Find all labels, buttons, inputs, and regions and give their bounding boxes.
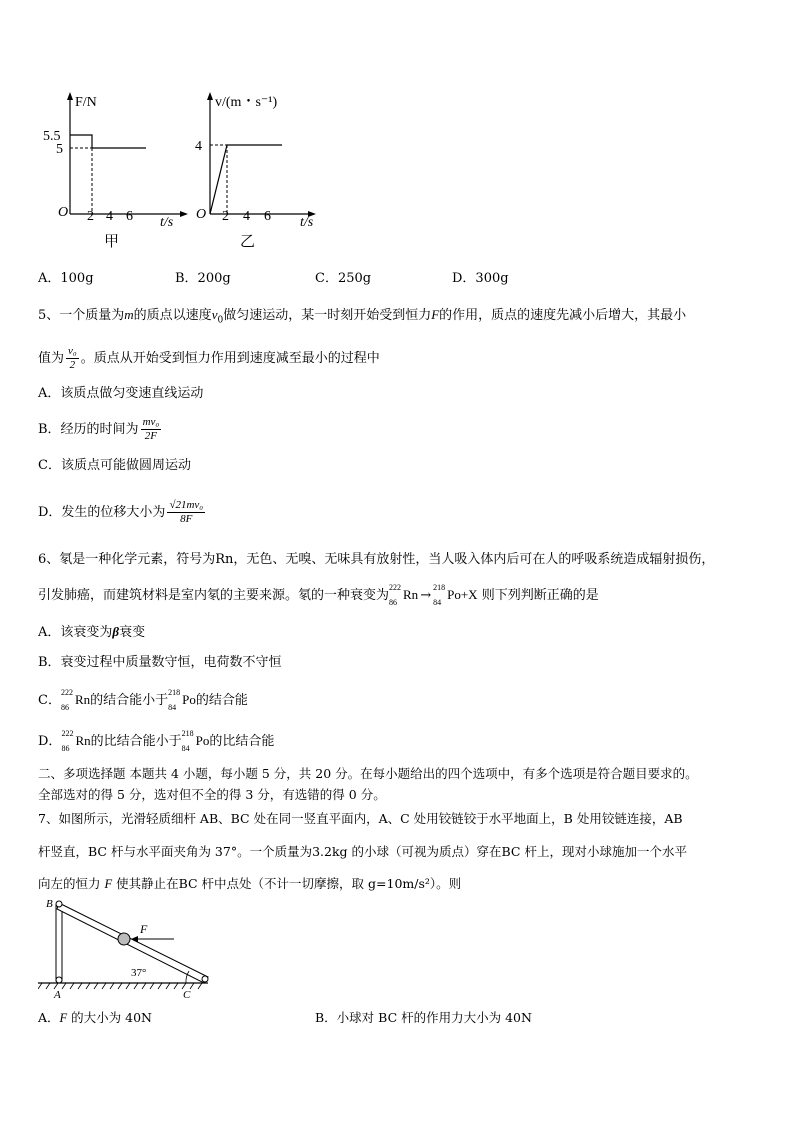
x-axis-label: t/s — [300, 215, 314, 230]
nuclide-po-218: 218 84 Po — [168, 688, 196, 712]
q7-stem-line3: 向左的恒力 F 使其静止在BC 杆中点处（不计一切摩擦，取 g=10m/s²）。则 — [38, 876, 462, 891]
q5-text: 的质点以速度 — [133, 308, 212, 323]
tick-label-5: 5 — [56, 142, 63, 157]
option-text: B．经历的时间为 — [38, 422, 139, 437]
nuclide-po-218: 218 84 Po — [181, 729, 210, 753]
x-axis-label: t/s — [160, 215, 174, 230]
nuclide-rn-222: 222 86 Rn — [389, 583, 419, 607]
symbol-F: F — [104, 877, 113, 891]
option-b[interactable]: B．200g — [175, 271, 231, 286]
q6-text: 引发肺癌，而建筑材料是室内氡的主要来源。氡的一种衰变为 — [38, 588, 390, 603]
arrow-symbol: → — [420, 588, 432, 603]
symbol-F: F — [59, 1011, 68, 1025]
q6-option-b[interactable]: B．衰变过程中质量数守恒，电荷数不守恒 — [38, 655, 282, 670]
nuclide-po-218: 218 84 Po — [433, 583, 461, 607]
graph-force-time — [40, 88, 190, 258]
option-d[interactable]: D．300g — [452, 271, 509, 286]
nuclide-rn-222: 222 86 Rn — [61, 729, 91, 753]
option-text: D．发生的位移大小为 — [38, 505, 166, 520]
symbol-m: m — [124, 307, 134, 322]
q5-text: 的作用，质点的速度先减小后增大，其最小 — [439, 308, 687, 323]
label-f: F — [140, 922, 148, 936]
q5-text: 5、一个质量为 — [38, 308, 125, 323]
q5-text: 做匀速运动，某一时刻开始受到恒力 — [223, 308, 432, 323]
rod-diagram — [38, 895, 218, 1005]
q6-stem-line1: 6、氡是一种化学元素，符号为Rn，无色、无嗅、无味具有放射性，当人吸入体内后可在人的呼吸系统造成辐射损伤， — [38, 552, 715, 567]
section2-header-line2: 全部选对的得 5 分，选对但不全的得 3 分，有选错的得 0 分。 — [38, 787, 386, 802]
x-tick-4: 4 — [243, 209, 250, 224]
nuclide-rn-222: 222 86 Rn — [60, 688, 91, 712]
x-tick-2: 2 — [87, 209, 94, 224]
fraction-time: $\frac{\text{mv₀}}{2F}$ — [142, 416, 160, 442]
q7-option-a[interactable]: A．F 的大小为 40N — [38, 1010, 152, 1025]
x-tick-6: 6 — [264, 209, 271, 224]
graph-caption: 乙 — [240, 234, 256, 250]
q5-stem-line1 — [38, 306, 686, 330]
q6-option-c[interactable]: C． 222 86 Rn的结合能小于 218 84 Po的结合能 — [38, 688, 248, 712]
q7-option-b[interactable]: B．小球对 BC 杆的作用力大小为 40N — [315, 1010, 532, 1025]
q5-stem-line2 — [38, 345, 380, 373]
label-a: A — [54, 989, 61, 1001]
y-axis-label: v/(m・s⁻¹) — [215, 95, 278, 110]
tick-label-4: 4 — [195, 139, 202, 154]
option-c[interactable]: C．250g — [315, 271, 372, 286]
q5-option-c[interactable]: C．该质点可能做圆周运动 — [38, 458, 191, 473]
origin-label: O — [196, 207, 207, 222]
angle-label: 37° — [131, 967, 147, 979]
x-tick-6: 6 — [126, 209, 133, 224]
q5-option-b[interactable] — [38, 413, 163, 447]
q5-text: 值为 — [38, 351, 65, 366]
graph-caption: 甲 — [104, 234, 120, 250]
symbol-v0: v — [211, 307, 218, 322]
section2-header-line1: 二、多项选择题 本题共 4 小题，每小题 5 分，共 20 分。在每小题给出的四个选项中，有多个选项是符合题目要求的。 — [38, 766, 698, 781]
q7-stem-line2: 杆竖直，BC 杆与水平面夹角为 37°。一个质量为3.2kg 的小球（可视为质点）穿在BC 杆上，现对小球施加一个水平 — [38, 844, 687, 859]
label-b: B — [46, 898, 53, 910]
symbol-F: F — [431, 307, 440, 322]
plus-x: +X — [460, 587, 478, 602]
q6-option-a[interactable]: A．该衰变为β衰变 — [38, 624, 146, 640]
y-axis-label: F/N — [75, 95, 97, 110]
tick-label-5.5: 5.5 — [43, 129, 61, 144]
x-tick-2: 2 — [222, 209, 229, 224]
label-c: C — [183, 989, 191, 1001]
q5-option-a[interactable]: A．该质点做匀变速直线运动 — [38, 386, 204, 401]
q6-text: 则下列判断正确的是 — [481, 588, 599, 603]
symbol-v0-subscript: 0 — [217, 315, 224, 326]
q6-option-d[interactable]: D． 222 86 Rn的比结合能小于 218 84 Po的比结合能 — [38, 729, 275, 753]
fraction-displacement: $\frac{\text{√21mv₀}}{8F}$ — [169, 499, 204, 525]
q5-text: 。质点从开始受到恒力作用到速度减至最小的过程中 — [80, 351, 380, 366]
q6-stem-line2 — [38, 583, 599, 607]
q7-stem-line1: 7、如图所示，光滑轻质细杆 AB、BC 处在同一竖直平面内，A、C 处用铰链铰于水平地面上，B 处用铰链连接，AB — [38, 811, 683, 826]
ball — [118, 933, 130, 945]
symbol-beta: β — [112, 624, 120, 639]
graph-velocity-time — [190, 88, 330, 258]
option-a[interactable]: A．100g — [38, 271, 94, 286]
x-tick-4: 4 — [106, 209, 113, 224]
fraction-v0-over-2: $\frac{\text{v₀}}{2}$ — [68, 345, 77, 371]
q5-option-d[interactable] — [38, 495, 207, 531]
origin-label: O — [58, 205, 69, 220]
